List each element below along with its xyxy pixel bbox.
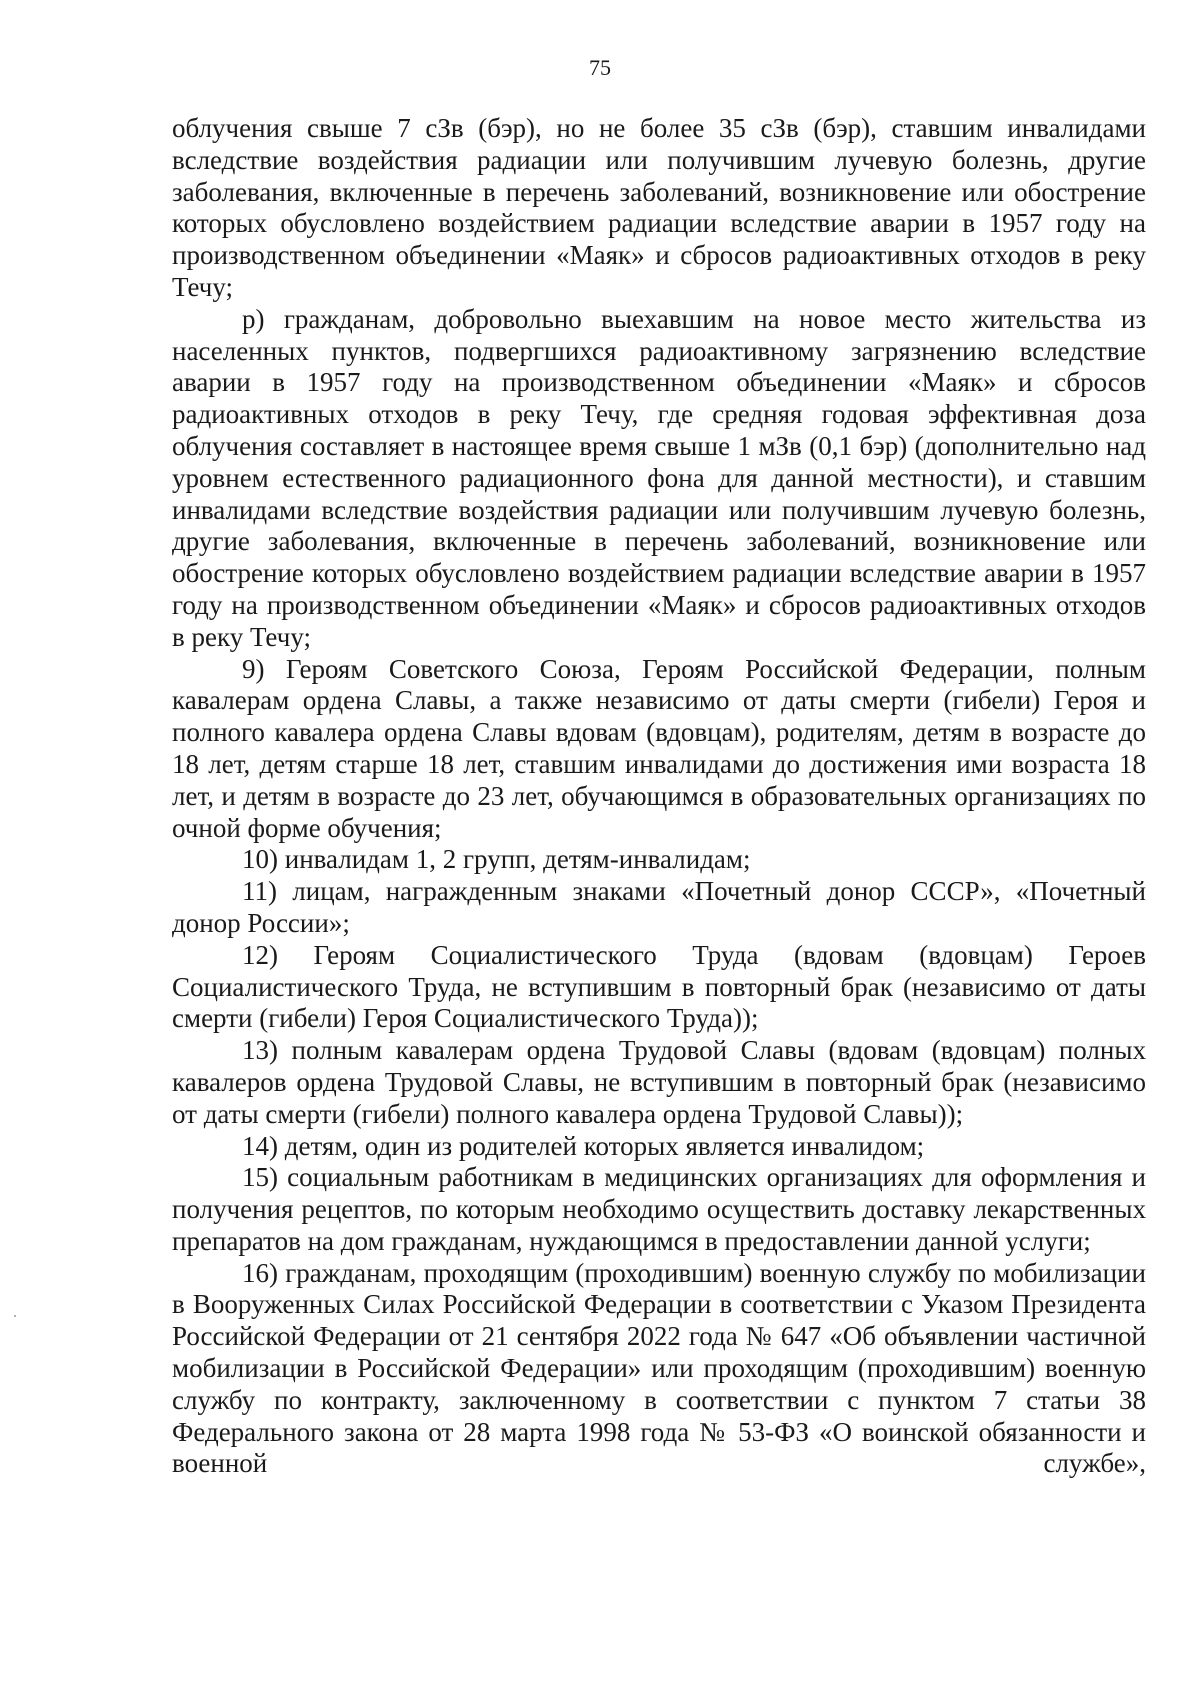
paragraph-item-16: 16) гражданам, проходящим (проходившим) военную службу по мобилизации в Вооруженных Силах Российской Федерации в соответствии с Указом Президента Российской Федерации от 21 сентября 2022 года № 647 «Об объявлении частичной мобилизации в Российской Федерации» или проходящим (проходившим) военную службу по контракту, заключенному в соответствии с пунктом 7 статьи 38 Федерального закона от 28 марта 1998 года № 53-ФЗ «О воинской обязанности и военной службе»,	[172, 1257, 1146, 1479]
paragraph-item-r: р) гражданам, добровольно выехавшим на новое место жительства из населенных пунктов, подвергшихся радиоактивному загрязнению вследствие аварии в 1957 году на производственном объединении «Маяк» и сбросов радиоактивных отходов в реку Течу, где средняя годовая эффективная доза облучения составляет в настоящее время свыше 1 мЗв (0,1 бэр) (дополнительно над уровнем естественного радиационного фона для данной местности), и ставшим инвалидами вследствие воздействия радиации или получившим лучевую болезнь, другие заболевания, включенные в перечень заболеваний, возникновение или обострение которых обусловлено воздействием радиации вследствие аварии в 1957 году на производственном объединении «Маяк» и сбросов радиоактивных отходов в реку Течу;	[172, 303, 1146, 652]
paragraph-item-14: 14) детям, один из родителей которых является инвалидом;	[242, 1130, 925, 1161]
paragraph-item-12: 12) Героям Социалистического Труда (вдовам (вдовцам) Героев Социалистического Труда, не вступившим в повторный брак (независимо от даты смерти (гибели) Героя Социалистического Труда));	[172, 939, 1146, 1034]
paragraph-item-11: 11) лицам, награжденным знаками «Почетный донор СССР», «Почетный донор России»;	[172, 876, 1146, 938]
paragraph-item-13: 13) полным кавалерам ордена Трудовой Славы (вдовам (вдовцам) полных кавалеров ордена Трудовой Славы, не вступившим в повторный брак (независимо от даты смерти (гибели) полного кавалера ордена Трудовой Славы));	[172, 1035, 1146, 1129]
page-number: 75	[589, 55, 611, 80]
document-body	[172, 113, 1146, 1480]
paragraph-item-9: 9) Героям Советского Союза, Героям Российской Федерации, полным кавалерам ордена Славы, а также независимо от даты смерти (гибели) Героя и полного кавалера ордена Славы вдовам (вдовцам), родителям, детям в возрасте до 18 лет, детям старше 18 лет, ставшим инвалидами до достижения ими возраста 18 лет, и детям в возрасте до 23 лет, обучающимся в образовательных организациях по очной форме обучения;	[172, 653, 1146, 843]
paragraph-item-15: 15) социальным работникам в медицинских организациях для оформления и получения рецептов, по которым необходимо осуществить доставку лекарственных препаратов на дом гражданам, нуждающимся в предоставлении данной услуги;	[172, 1162, 1146, 1256]
paragraph-continuation: облучения свыше 7 сЗв (бэр), но не более 35 сЗв (бэр), ставшим инвалидами вследствие воздействия радиации или получившим лучевую болезнь, другие заболевания, включенные в перечень заболеваний, возникновение или обострение которых обусловлено воздействием радиации вследствие аварии в 1957 году на производственном объединении «Маяк» и сбросов радиоактивных отходов в реку Течу;	[172, 113, 1146, 302]
scan-speck	[14, 1315, 16, 1317]
paragraph-item-10: 10) инвалидам 1, 2 групп, детям-инвалидам;	[242, 844, 751, 875]
